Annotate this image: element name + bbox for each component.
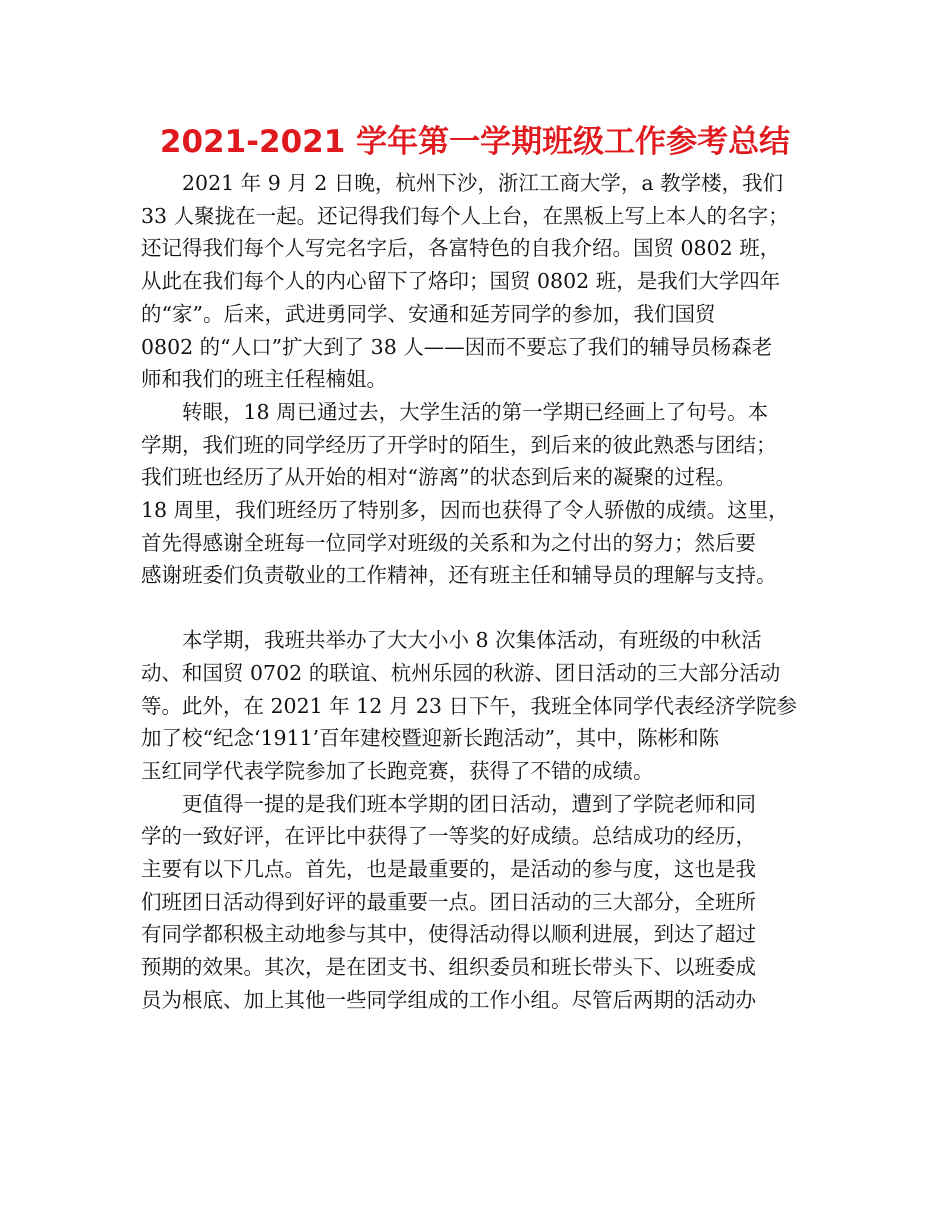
text-line: 学期，我们班的同学经历了开学时的陌生，到后来的彼此熟悉与团结； bbox=[141, 432, 777, 457]
text-line: 师和我们的班主任程楠姐。 bbox=[141, 367, 387, 392]
text-line: 首先得感谢全班每一位同学对班级的关系和为之付出的努力；然后要 bbox=[141, 530, 756, 555]
text-line: 转眼，18 周已通过去，大学生活的第一学期已经画上了句号。本 bbox=[182, 399, 769, 424]
paragraph-2 bbox=[141, 396, 841, 592]
text-line: 主要有以下几点。首先，也是最重要的，是活动的参与度，这也是我 bbox=[141, 857, 756, 882]
paragraph-3 bbox=[141, 624, 841, 788]
paragraph-spacer bbox=[141, 592, 841, 624]
document-body bbox=[141, 167, 841, 1017]
text-line: 加了校“纪念‘1911’百年建校暨迎新长跑活动”，其中，陈彬和陈 bbox=[141, 726, 720, 751]
text-line: 预期的效果。其次，是在团支书、组织委员和班长带头下、以班委成 bbox=[141, 955, 756, 980]
text-line: 18 周里，我们班经历了特别多，因而也获得了令人骄傲的成绩。这里， bbox=[141, 498, 789, 523]
text-line: 的“家”。后来，武进勇同学、安通和延芳同学的参加，我们国贸 bbox=[141, 301, 716, 326]
text-line: 有同学都积极主动地参与其中，使得活动得以顺利进展，到达了超过 bbox=[141, 922, 756, 947]
paragraph-4 bbox=[141, 788, 841, 1017]
text-line: 2021 年 9 月 2 日晚，杭州下沙，浙江工商大学，a 教学楼，我们 bbox=[182, 171, 784, 195]
text-line: 们班团日活动得到好评的最重要一点。团日活动的三大部分，全班所 bbox=[141, 889, 756, 914]
text-line: 从此在我们每个人的内心留下了烙印；国贸 0802 班，是我们大学四年 bbox=[141, 269, 781, 294]
text-line: 33 人聚拢在一起。还记得我们每个人上台，在黑板上写上本人的名字； bbox=[141, 203, 789, 228]
text-line: 我们班也经历了从开始的相对“游离”的状态到后来的凝聚的过程。 bbox=[141, 465, 736, 490]
document-title: 2021-2021 学年第一学期班级工作参考总结 bbox=[159, 124, 791, 160]
text-line: 动、和国贸 0702 的联谊、杭州乐园的秋游、团日活动的三大部分活动 bbox=[141, 660, 781, 685]
text-line: 本学期，我班共举办了大大小小 8 次集体活动，有班级的中秋活 bbox=[182, 628, 762, 653]
text-line: 员为根底、加上其他一些同学组成的工作小组。尽管后两期的活动办 bbox=[141, 987, 756, 1012]
text-line: 感谢班委们负责敬业的工作精神，还有班主任和辅导员的理解与支持。 bbox=[141, 563, 777, 588]
text-line: 等。此外，在 2021 年 12 月 23 日下午，我班全体同学代表经济学院参 bbox=[141, 693, 797, 718]
text-line: 还记得我们每个人写完名字后，各富特色的自我介绍。国贸 0802 班， bbox=[141, 236, 781, 261]
text-line: 0802 的“人口”扩大到了 38 人——因而不要忘了我们的辅导员杨森老 bbox=[141, 334, 773, 359]
paragraph-1 bbox=[141, 167, 841, 396]
text-line: 玉红同学代表学院参加了长跑竞赛，获得了不错的成绩。 bbox=[141, 758, 654, 783]
text-line: 学的一致好评，在评比中获得了一等奖的好成绩。总结成功的经历， bbox=[141, 824, 756, 849]
text-line: 更值得一提的是我们班本学期的团日活动，遭到了学院老师和同 bbox=[182, 791, 756, 816]
